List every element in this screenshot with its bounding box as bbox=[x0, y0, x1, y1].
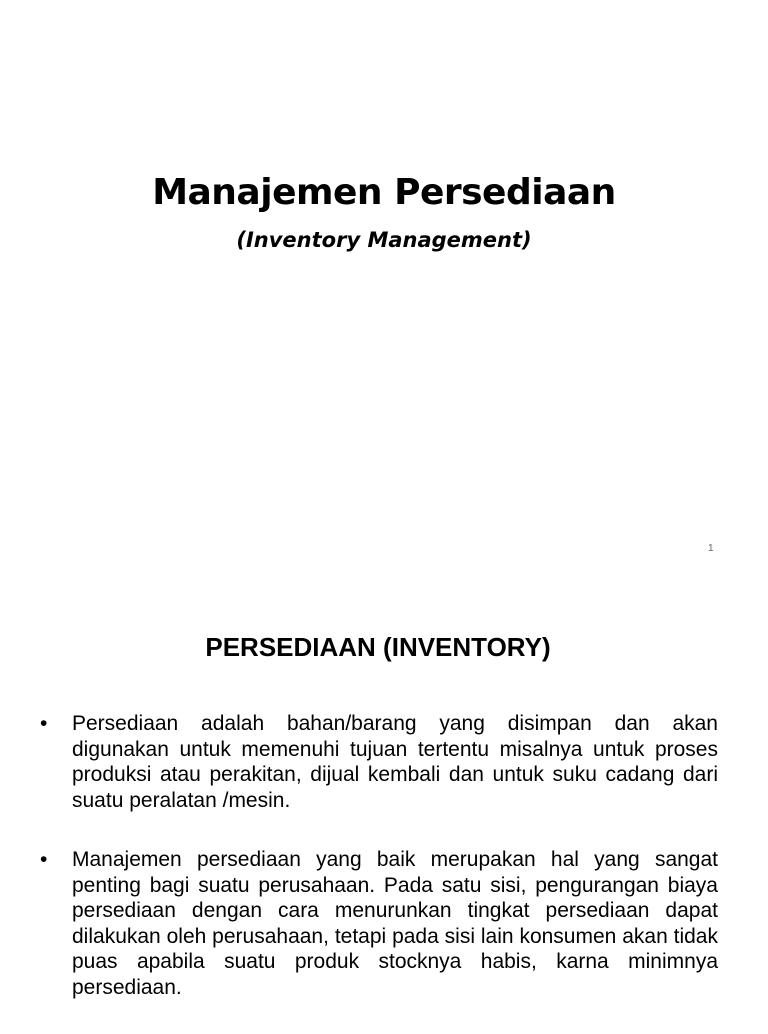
bullet-text: Manajemen persediaan yang baik merupakan hal yang sangat penting bagi suatu perusahaan. Pada satu sisi, pengurangan biaya persediaan dengan cara menurunkan tingkat persediaan dapat dilakukan oleh perusahaan, tetapi pada sisi lain konsumen akan tidak puas apabila suatu produk stocknya habis, karna minimnya persediaan. bbox=[72, 848, 718, 999]
slide-title: Manajemen Persediaan bbox=[152, 172, 616, 213]
bullet-dot-icon: • bbox=[40, 848, 48, 871]
page-number: 1 bbox=[708, 543, 714, 554]
bullet-list bbox=[0, 711, 768, 1034]
section-heading: PERSEDIAAN (INVENTORY) bbox=[205, 632, 551, 662]
bullet-item bbox=[40, 711, 718, 813]
slide-2 bbox=[0, 576, 768, 1024]
bullet-item bbox=[40, 847, 718, 1000]
slide-subtitle: (Inventory Management) bbox=[236, 228, 532, 252]
bullet-text: Persediaan adalah bahan/barang yang disimpan dan akan digunakan untuk memenuhi tujuan tertentu misalnya untuk proses produksi atau perakitan, dijual kembali dan untuk suku cadang dari suatu peralatan /mesin. bbox=[72, 712, 718, 812]
bullet-dot-icon: • bbox=[40, 712, 48, 735]
